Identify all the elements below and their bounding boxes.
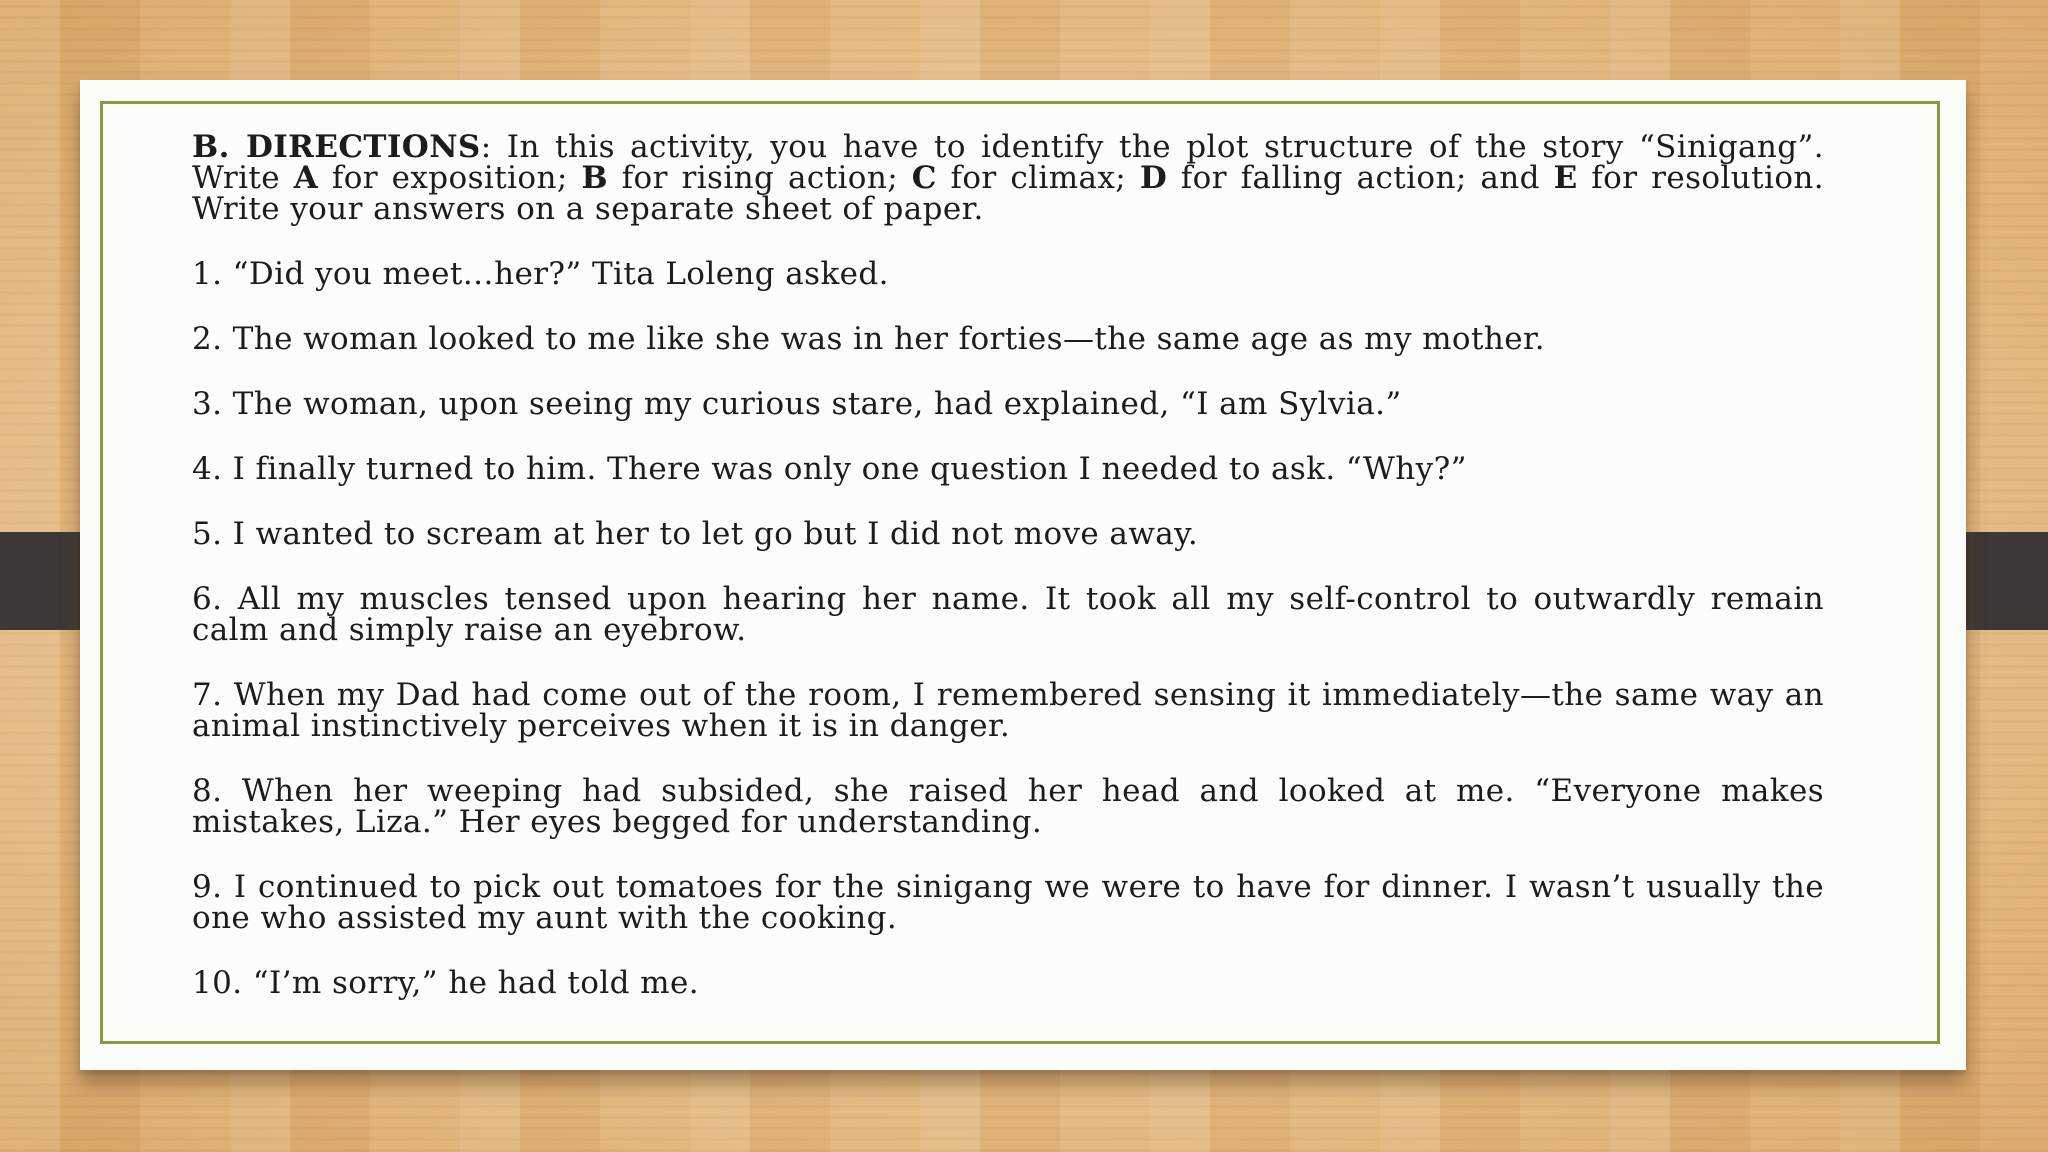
list-item-4: 4. I finally turned to him. There was only one question I needed to ask. “Why?”: [192, 451, 1467, 487]
letter-a: A: [293, 160, 319, 196]
worksheet-content: [192, 129, 1825, 1033]
letter-c: C: [911, 160, 937, 196]
directions-text-1: : In this activity, you have to identify the plot structure of the story “Sinigang”. Write: [192, 129, 1824, 196]
directions-text-5: for falling action; and: [1167, 160, 1554, 196]
directions-text-3: for rising action;: [607, 160, 912, 196]
item-list: [192, 256, 1824, 1001]
list-item-7: 7. When my Dad had come out of the room, I remembered sensing it immediately—the same way an animal instinctively perceives when it is in danger.: [192, 677, 1824, 744]
list-item-6: 6. All my muscles tensed upon hearing her name. It took all my self-control to outwardly remain calm and simply raise an eyebrow.: [192, 581, 1824, 648]
list-item-9: 9. I continued to pick out tomatoes for the sinigang we were to have for dinner. I wasn’t usually the one who assisted my aunt with the cooking.: [192, 869, 1824, 936]
list-item-1: 1. “Did you meet…her?” Tita Loleng asked.: [192, 256, 889, 292]
directions-paragraph: [192, 129, 1825, 227]
directions-label: B. DIRECTIONS: [192, 129, 481, 165]
list-item-3: 3. The woman, upon seeing my curious stare, had explained, “I am Sylvia.”: [192, 386, 1402, 422]
directions-text-6: for resolution. Write your answers on a separate sheet of paper.: [192, 160, 1825, 227]
list-item-5: 5. I wanted to scream at her to let go but I did not move away.: [192, 516, 1199, 552]
worksheet-paper: [80, 80, 1966, 1070]
letter-d: D: [1139, 160, 1168, 196]
list-item-8: 8. When her weeping had subsided, she raised her head and looked at me. “Everyone makes mistakes, Liza.” Her eyes begged for understanding.: [192, 773, 1824, 840]
list-item-2: 2. The woman looked to me like she was in her forties—the same age as my mother.: [192, 321, 1546, 357]
list-item-10: 10. “I’m sorry,” he had told me.: [192, 965, 699, 1001]
directions-text-2: for exposition;: [318, 160, 582, 196]
letter-b: B: [581, 160, 608, 196]
letter-e: E: [1553, 160, 1578, 196]
directions-text-4: for climax;: [936, 160, 1140, 196]
